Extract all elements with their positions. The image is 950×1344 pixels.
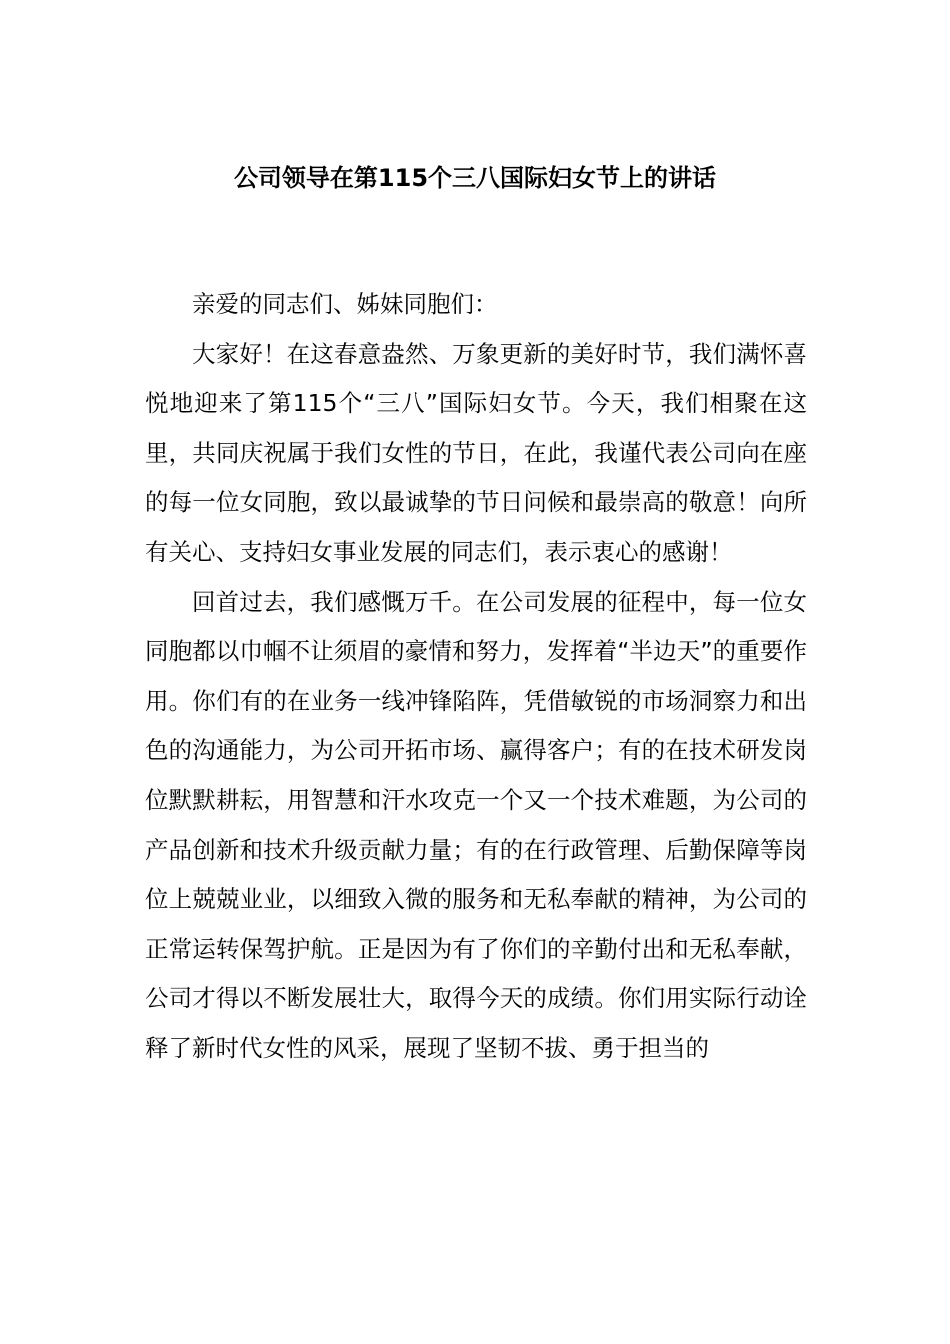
- document-title: 公司领导在第115个三八国际妇女节上的讲话: [233, 164, 717, 192]
- greeting-paragraph: 大家好！在这春意盎然、万象更新的美好时节，我们满怀喜悦地迎来了第115个“三八”国际妇女节。今天，我们相聚在这里，共同庆祝属于我们女性的节日，在此，我谨代表公司向在座的每一位女同胞，致以最诚挚的节日问候和最崇高的敬意！向所有关心、支持妇女事业发展的同志们，表示衷心的感谢！: [145, 339, 807, 566]
- review-paragraph: 回首过去，我们感慨万千。在公司发展的征程中，每一位女同胞都以巾帼不让须眉的豪情和努力，发挥着“半边天”的重要作用。你们有的在业务一线冲锋陷阵，凭借敏锐的市场洞察力和出色的沟通能力，为公司开拓市场、赢得客户；有的在技术研发岗位默默耕耘，用智慧和汗水攻克一个又一个技术难题，为公司的产品创新和技术升级贡献力量；有的在行政管理、后勤保障等岗位上兢兢业业，以细致入微的服务和无私奉献的精神，为公司的正常运转保驾护航。正是因为有了你们的辛勤付出和无私奉献，公司才得以不断发展壮大，取得今天的成绩。你们用实际行动诠释了新时代女性的风采，展现了坚韧不拔、勇于担当的: [145, 587, 807, 1062]
- document-body: [145, 280, 807, 1074]
- salutation-paragraph: 亲爱的同志们、姊妹同胞们：: [192, 290, 498, 318]
